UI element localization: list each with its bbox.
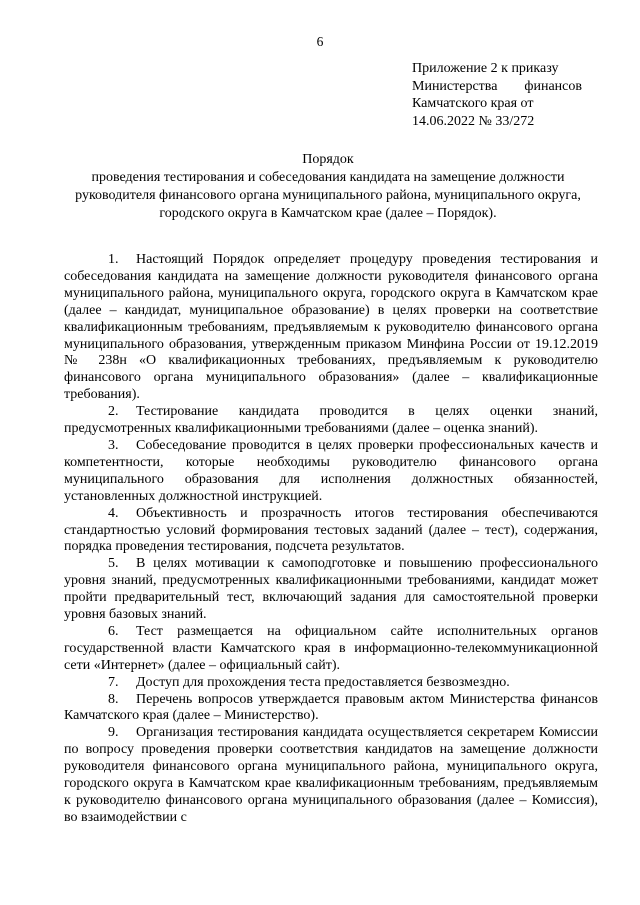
paragraph-text: В целях мотивации к самоподготовке и повышению профессионального уровня знаний, предусмотренных квалификационными требованиями, кандидат может пройти предварительный тест, включающий задания для самостоятельной проверки уровня базовых знаний.	[64, 556, 598, 623]
paragraph-text: Объективность и прозрачность итогов тестирования обеспечиваются стандартностью условий формирования тестовых заданий (далее – тест), содержания, порядка проведения тестирования, подсчета результатов.	[64, 505, 598, 555]
paragraph-number: 4.	[108, 505, 119, 521]
paragraph	[64, 624, 598, 675]
paragraph-number: 6.	[108, 623, 119, 639]
paragraph	[64, 725, 598, 826]
paragraph	[64, 252, 598, 404]
paragraph-text: Тест размещается на официальном сайте исполнительных органов государственной власти Камчатского края в информационно-телекоммуникационной сети «Интернет» (далее – официальный сайт).	[64, 623, 598, 673]
title-heading: Порядок	[302, 152, 354, 167]
paragraph-number: 9.	[108, 725, 119, 741]
paragraph-text: Доступ для прохождения теста предоставляется безвозмездно.	[136, 674, 510, 690]
document-body	[64, 252, 598, 827]
paragraph-text: Настоящий Порядок определяет процедуру проведения тестирования и собеседования кандидата на замещение должности руководителя финансового органа муниципального района, муниципального округа, городского округа в Камчатском крае (далее – кандидат, муниципальное образование) в целях проверки на соответствие квалификационным требованиям, предъявляемым к руководителю финансового органа муниципального образования, утвержденным приказом Минфина России от 19.12.2019 № 238н «О квалификационных требованиях, предъявляемым к руководителю финансового органа муниципального образования» (далее – квалификационные требования).	[64, 252, 598, 403]
paragraph-text: Собеседование проводится в целях проверки профессиональных качеств и компетентности, которые необходимы руководителю финансового органа муниципального образования для исполнения должностных обязанностей, установленных должностной инструкцией.	[64, 437, 598, 504]
appendix-line: 14.06.2022 № 33/272	[412, 113, 535, 129]
paragraph-text: Организация тестирования кандидата осуществляется секретарем Комиссии по вопросу проведения проверки соответствия кандидатов на замещение должности руководителя финансового органа муниципального района, муниципального округа, городского округа в Камчатском крае квалификационным требованиям, предъявляемым к руководителю финансового органа муниципального образования (далее – Комиссия), во взаимодействии с	[64, 725, 598, 825]
appendix-line: Приложение 2 к приказу	[412, 61, 559, 76]
paragraph	[64, 404, 598, 438]
paragraph-number: 7.	[108, 674, 119, 690]
paragraph-number: 5.	[108, 556, 119, 572]
appendix-reference	[412, 60, 582, 130]
paragraph-text: Перечень вопросов утверждается правовым актом Министерства финансов Камчатского края (далее – Министерство).	[64, 691, 598, 724]
paragraph-number: 3.	[108, 437, 119, 453]
title-subtitle: проведения тестирования и собеседования кандидата на замещение должности руководителя финансового органа муниципального района, муниципального округа, городского округа в Камчатском крае (далее – Порядок).	[75, 170, 581, 221]
appendix-line: Камчатского края от	[412, 96, 534, 111]
paragraph-number: 8.	[108, 691, 119, 707]
paragraph-number: 2.	[108, 404, 119, 420]
paragraph	[64, 506, 598, 557]
document-title	[64, 151, 592, 223]
paragraph	[64, 675, 598, 692]
paragraph-text: Тестирование кандидата проводится в целях оценки знаний, предусмотренных квалификационными требованиями (далее – оценка знаний).	[64, 404, 598, 437]
appendix-line: Министерства финансов	[412, 78, 582, 94]
page-number: 6	[316, 34, 324, 49]
paragraph	[64, 438, 598, 506]
paragraph-number: 1.	[108, 252, 119, 267]
paragraph	[64, 692, 598, 726]
paragraph	[64, 556, 598, 624]
